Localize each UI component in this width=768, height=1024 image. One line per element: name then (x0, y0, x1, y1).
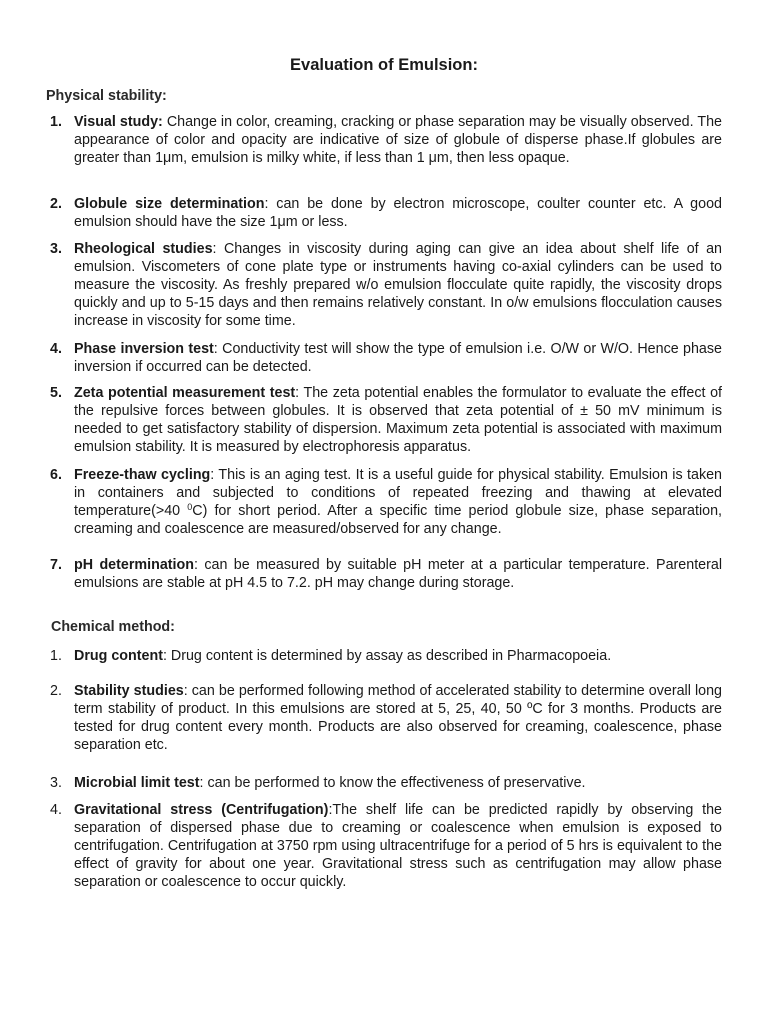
item-lead: Drug content (74, 648, 163, 664)
list-item-gravitational-stress (50, 801, 722, 891)
item-number: 4. (50, 341, 62, 357)
item-lead: pH determination (74, 557, 194, 573)
item-number: 3. (50, 241, 62, 257)
list-item-drug-content (50, 647, 722, 665)
list-item-zeta-potential (50, 384, 722, 456)
item-text: : can be done by electron microscope, coulter counter etc. A good emulsion should have the size 1μm or less. (74, 196, 722, 231)
item-number: 4. (50, 802, 62, 818)
chemical-method-heading: Chemical method: (51, 619, 175, 635)
item-number: 5. (50, 385, 62, 401)
item-text: : can be measured by suitable pH meter at a particular temperature. Parenteral emulsions are stable at pH 4.5 to 7.2. pH may change during storage. (74, 557, 723, 592)
item-text-a: : This is an aging test. It is a useful guide for physical stability. Emulsion is taken in containers and subjected to conditions of repeated freezing and thawing at elevated temperature(>40 (74, 467, 722, 520)
list-item-microbial-limit (50, 774, 722, 792)
list-item-stability-studies (50, 682, 722, 754)
item-text-b: C) for short period. After a specific time period globule size, phase separation, creaming and coalescence are measured/observed for any change. (74, 503, 722, 538)
item-number: 7. (50, 557, 62, 573)
list-item-phase-inversion (50, 340, 722, 376)
list-item-visual-study (50, 113, 722, 167)
item-number: 6. (50, 467, 62, 483)
item-text: :The shelf life can be predicted rapidly by observing the separation of dispersed phase due to creaming or coalescence when emulsion is exposed to centrifugation. Centrifugation at 3750 rpm using ultracentrifuge for a period of 5 hrs is equivalent to the effect of gravity for about one year. Gravitational stress such as centrifugation may allow phase separation or coalescence to occur quickly. (74, 802, 722, 891)
list-item-ph (50, 556, 723, 592)
list-item-globule-size (50, 195, 722, 231)
item-text: : Conductivity test will show the type of emulsion i.e. O/W or W/O. Hence phase inversion if occurred can be detected. (74, 341, 722, 376)
list-item-freeze-thaw (50, 466, 722, 538)
item-text: : Changes in viscosity during aging can give an idea about shelf life of an emulsion. Viscometers of cone plate type or instruments having co-axial cylinders can be used to measure the viscosity. As freshly prepared w/o emulsion flocculate quite rapidly, the viscosity drops quickly and up to 5-15 days and then remains relatively constant. In o/w emulsions flocculation causes increase in viscosity for some time. (74, 241, 722, 330)
item-text: : Drug content is determined by assay as described in Pharmacopoeia. (162, 648, 612, 664)
degree-superscript: 0 (187, 502, 193, 513)
item-lead: Stability studies (74, 683, 184, 699)
item-number: 2. (50, 196, 62, 212)
item-lead: Globule size determination (74, 196, 265, 212)
item-lead: Gravitational stress (Centrifugation) (74, 802, 329, 818)
physical-stability-heading: Physical stability: (46, 88, 167, 104)
item-text: : can be performed to know the effectiveness of preservative. (199, 775, 586, 791)
item-lead: Microbial limit test (74, 775, 200, 791)
item-text: : can be performed following method of accelerated stability to determine overall long term stability of product. In this emulsions are stored at 5, 25, 40, 50 ºC for 3 months. Products are tested for drug content every month. Products are also observed for creaming, coalescence, phase separation etc. (74, 683, 722, 754)
item-lead: Phase inversion test (74, 341, 214, 357)
item-number: 2. (50, 683, 62, 699)
item-lead: Rheological studies (74, 241, 213, 257)
item-lead: Visual study: (74, 114, 163, 130)
item-lead: Freeze-thaw cycling (74, 467, 211, 483)
list-item-rheological (50, 240, 722, 330)
item-number: 1. (50, 114, 62, 130)
item-number: 1. (50, 648, 62, 664)
item-lead: Zeta potential measurement test (74, 385, 296, 401)
item-text: Change in color, creaming, cracking or phase separation may be visually observed. The appearance of color and opacity are indicative of size of globule of disperse phase.If globules are greater than 1μm, emulsion is milky white, if less than 1 μm, then less opaque. (74, 114, 722, 167)
item-number: 3. (50, 775, 62, 791)
document-title: Evaluation of Emulsion: (290, 56, 478, 74)
item-text: : The zeta potential enables the formulator to evaluate the effect of the repulsive forces between globules. It is observed that zeta potential of ± 50 mV minimum is needed to get satisfactory stability of dispersion. Maximum zeta potential is associated with maximum emulsion stability. It is measured by electrophoresis apparatus. (74, 385, 722, 456)
